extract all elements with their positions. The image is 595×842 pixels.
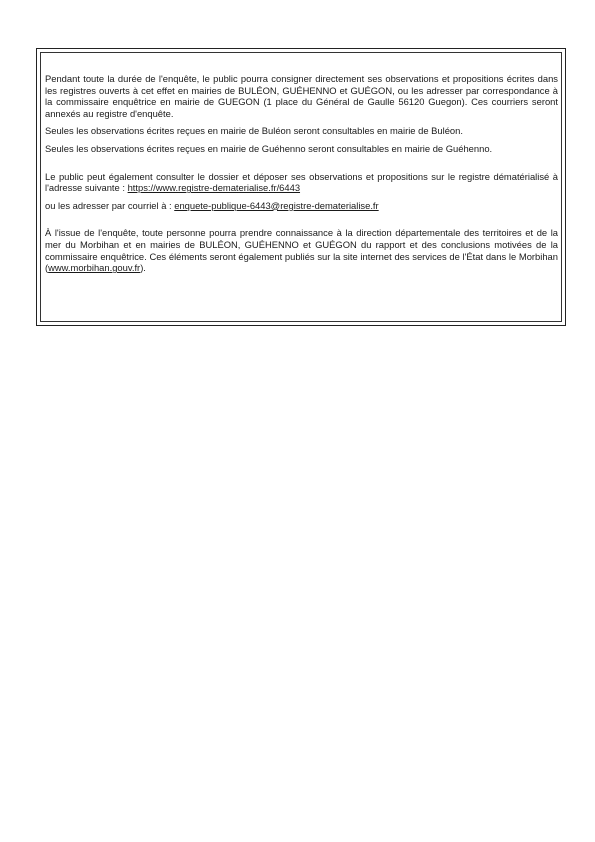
paragraph-registre [45, 171, 558, 194]
courriel-text: ou les adresser par courriel à : [45, 199, 175, 211]
notice-box [36, 48, 566, 326]
paragraph-buleon: Seules les observations écrites reçues en mairie de Buléon seront consultables en mairie de Buléon. [45, 125, 463, 137]
paragraph-guehenno: Seules les observations écrites reçues en mairie de Guéhenno seront consultables en mairie de Guéhenno. [45, 142, 493, 154]
registre-link[interactable]: https://www.registre-dematerialise.fr/6443 [127, 182, 301, 194]
registre-text: Le public peut également consulter le dossier et déposer ses observations et propositions sur le registre dématérialisé à l'adresse suivante : [45, 170, 558, 194]
notice-box-inner [40, 52, 562, 322]
courriel-link[interactable]: enquete-publique-6443@registre-dematerialise.fr [174, 199, 379, 211]
prefecture-link[interactable]: www.morbihan.gouv.fr [48, 262, 141, 274]
paragraph-issue [45, 227, 558, 273]
issue-text: À l'issue de l'enquête, toute personne pourra prendre connaissance à la direction départementale des territoires et de la mer du Morbihan et en mairies de BULÉON, GUÉHENNO et GUÉGON du rapport et des conclusions motivées de la commissaire enquêtrice. Ces éléments seront également publiés sur la site internet des services de l'État dans le Morbihan ( [45, 227, 558, 274]
paragraph-courriel [45, 200, 558, 212]
paragraph-observations: Pendant toute la durée de l'enquête, le public pourra consigner directement ses observations et propositions écrites dans les registres ouverts à cet effet en mairies de BULÉON, GUÉHENNO et GUÉGON, ou les adresser par correspondance à la commissaire enquêtrice en mairie de GUEGON (1 place du Général de Gaulle 56120 Guegon). Ces courriers seront annexés au registre d'enquête. [45, 73, 558, 119]
issue-end: ). [140, 262, 146, 274]
